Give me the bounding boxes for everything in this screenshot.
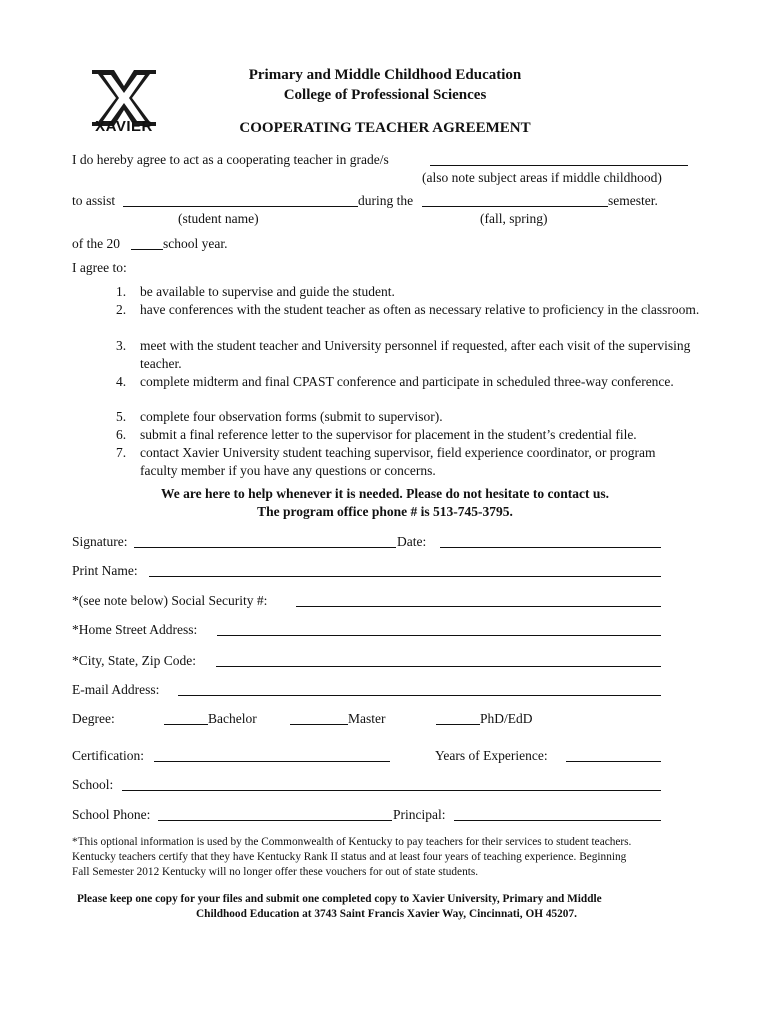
logo-wordmark: XAVIER (95, 118, 153, 135)
bachelor-checkbox-line[interactable] (164, 724, 208, 725)
closing-line-2: Childhood Education at 3743 Saint Francis Xavier Way, Cincinnati, OH 45207. (196, 908, 577, 920)
student-name-caption: (student name) (178, 211, 259, 226)
certification-label: Certification: (72, 748, 144, 763)
closing-line-1: Please keep one copy for your files and submit one completed copy to Xavier University, Primary and Middle (77, 893, 602, 905)
print-name-input-line[interactable] (149, 576, 661, 577)
home-address-label: *Home Street Address: (72, 622, 198, 637)
document-title: COOPERATING TEACHER AGREEMENT (239, 120, 531, 136)
degree-label: Degree: (72, 711, 115, 726)
grade-input-line[interactable] (430, 165, 688, 166)
footnote-line-2: Kentucky teachers certify that they have Kentucky Rank II status and at least four years of teaching experience. Beginning (72, 851, 627, 863)
intro-line-grade (72, 152, 389, 168)
print-name-label: Print Name: (72, 563, 138, 578)
years-experience-label: Years of Experience: (435, 748, 548, 763)
header-title-1: Primary and Middle Childhood Education (248, 67, 522, 83)
to-assist-label: to assist (72, 193, 116, 208)
ssn-label: *(see note below) Social Security #: (72, 593, 268, 608)
student-name-input-line[interactable] (123, 206, 358, 207)
years-experience-input-line[interactable] (566, 761, 661, 762)
city-state-zip-label: *City, State, Zip Code: (72, 653, 196, 668)
city-state-zip-input-line[interactable] (216, 666, 661, 667)
school-year-label: school year. (163, 236, 228, 251)
certification-input-line[interactable] (154, 761, 390, 762)
master-checkbox-line[interactable] (290, 724, 348, 725)
principal-input-line[interactable] (454, 820, 661, 821)
home-address-input-line[interactable] (217, 635, 661, 636)
phd-checkbox-line[interactable] (436, 724, 480, 725)
grade-label: I do hereby agree to act as a cooperating teacher in grade/s (72, 152, 389, 167)
email-input-line[interactable] (178, 695, 661, 696)
of-the-20-label: of the 20 (72, 236, 120, 251)
principal-label: Principal: (393, 807, 446, 822)
date-input-line[interactable] (440, 547, 661, 548)
year-input-line[interactable] (131, 249, 163, 250)
xavier-logo (86, 68, 162, 138)
date-label: Date: (397, 534, 427, 549)
master-label: Master (348, 711, 386, 726)
school-phone-label: School Phone: (72, 807, 151, 822)
school-label: School: (72, 777, 114, 792)
bachelor-label: Bachelor (208, 711, 257, 726)
fall-spring-caption: (fall, spring) (480, 211, 548, 226)
email-label: E-mail Address: (72, 682, 160, 697)
school-input-line[interactable] (122, 790, 661, 791)
school-phone-input-line[interactable] (158, 820, 392, 821)
help-line-2: The program office phone # is 513-745-3795. (257, 504, 513, 519)
footnote-line-3: Fall Semester 2012 Kentucky will no longer offer these vouchers for out of state students. (72, 866, 479, 878)
signature-input-line[interactable] (134, 547, 396, 548)
help-line-1: We are here to help whenever it is needed. Please do not hesitate to contact us. (160, 486, 610, 501)
signature-label: Signature: (72, 534, 128, 549)
header-title-2: College of Professional Sciences (283, 87, 487, 103)
subject-note: (also note subject areas if middle childhood) (422, 170, 662, 185)
footnote-line-1: *This optional information is used by the Commonwealth of Kentucky to pay teachers for their services to student teachers. (72, 836, 632, 848)
ssn-input-line[interactable] (296, 606, 661, 607)
i-agree-label: I agree to: (72, 260, 127, 275)
phd-label: PhD/EdD (480, 711, 533, 726)
semester-input-line[interactable] (422, 206, 608, 207)
during-the-label: during the (358, 193, 414, 208)
semester-label: semester. (608, 193, 658, 208)
